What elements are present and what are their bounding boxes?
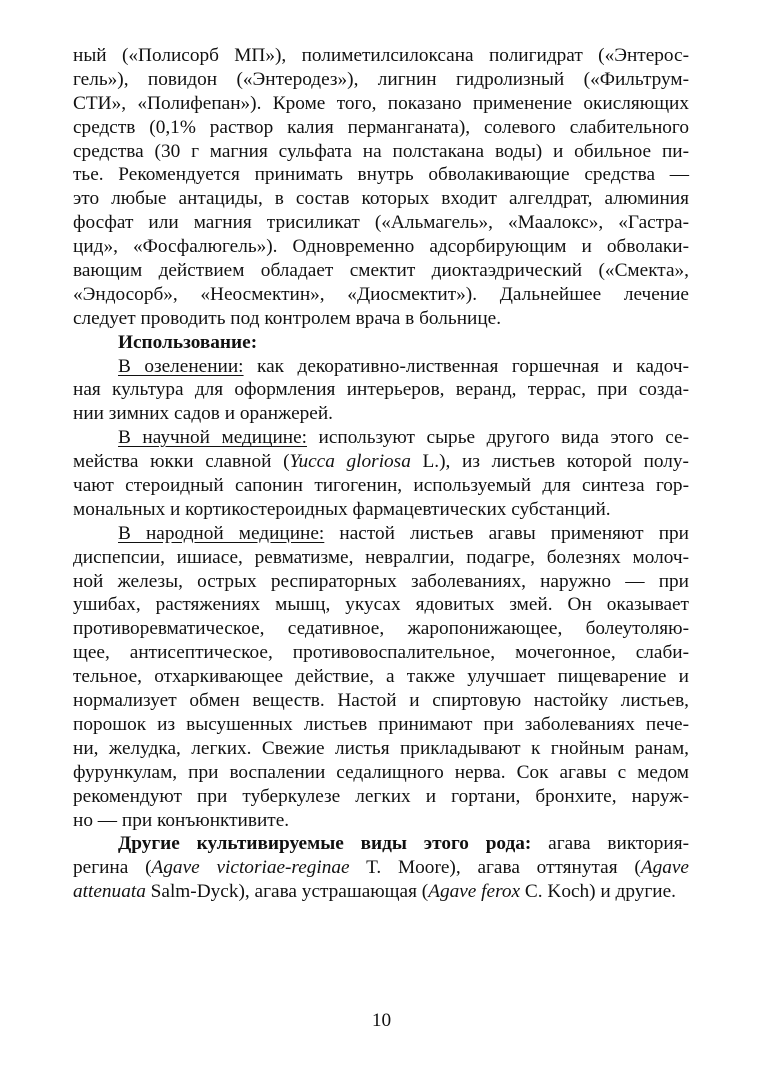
text-run: как декоративно-лиственная горшечная и кадоч- bbox=[243, 355, 689, 377]
latin-name: Agave ferox bbox=[428, 881, 521, 903]
subsection-label-scientific-medicine: В научной медицине: bbox=[118, 427, 307, 449]
text-line: рекомендуют при туберкулезе легких и гортани, бронхите, наруж- bbox=[73, 785, 689, 807]
text-line: следует проводить под контролем врача в больнице. bbox=[73, 307, 502, 329]
text-run: настой листьев агавы применяют при bbox=[324, 522, 689, 544]
text-run: агава виктория- bbox=[531, 833, 689, 855]
text-line bbox=[73, 355, 689, 379]
text-run: T. Moore), агава оттянутая ( bbox=[349, 857, 641, 879]
text-line bbox=[73, 426, 689, 450]
text-line: «Эндосорб», «Неосмектин», «Диосмектит»). Дальнейшее лечение bbox=[73, 283, 689, 305]
text-line: диспепсии, ишиасе, ревматизме, невралгии, подагре, болезнях молоч- bbox=[73, 546, 689, 568]
text-line: ушибах, растяжениях мышц, укусах ядовитых змей. Он оказывает bbox=[73, 594, 689, 616]
text-line: противоревматическое, седативное, жаропонижающее, болеутоляю- bbox=[73, 618, 689, 640]
text-line: ная культура для оформления интерьеров, веранд, террас, при созда- bbox=[73, 379, 689, 401]
text-line: СТИ», «Полифепан»). Кроме того, показано применение окисляющих bbox=[73, 92, 689, 114]
text-line: ни, желудка, легких. Свежие листья прикладывают к гнойным ранам, bbox=[73, 737, 689, 759]
subsection-label-landscaping: В озеленении: bbox=[118, 355, 244, 377]
page-number: 10 bbox=[371, 1010, 392, 1031]
latin-name: attenuata bbox=[73, 881, 146, 903]
text-line bbox=[73, 522, 689, 546]
section-heading-usage: Использование: bbox=[118, 331, 258, 353]
latin-name: Agave victoriae-reginae bbox=[151, 857, 350, 879]
paragraph-folk-medicine bbox=[73, 522, 689, 833]
text-run: L.), из листьев которой полу- bbox=[410, 451, 689, 473]
text-line bbox=[73, 880, 689, 904]
text-line: фурункулам, при воспалении седалищного нерва. Сок агавы с медом bbox=[73, 761, 689, 783]
paragraph-landscaping bbox=[73, 355, 689, 427]
text-run: мейства юкки славной ( bbox=[73, 451, 290, 473]
text-line: чают стероидный сапонин тигогенин, используемый для синтеза гор- bbox=[73, 475, 689, 497]
paragraph-treatment bbox=[73, 44, 689, 331]
paragraph-other-species bbox=[73, 832, 689, 904]
text-line: фосфат или магния трисиликат («Альмагель», «Маалокс», «Гастра- bbox=[73, 212, 689, 234]
text-line: мональных и кортикостероидных фармацевтических субстанций. bbox=[73, 498, 611, 520]
text-line: порошок из высушенных листьев принимают при заболеваниях пече- bbox=[73, 713, 689, 735]
text-line bbox=[73, 856, 689, 880]
text-run: регина ( bbox=[73, 857, 152, 879]
text-line: ный («Полисорб МП»), полиметилсилоксана полигидрат («Энтерос- bbox=[73, 45, 689, 66]
latin-name: Yucca gloriosa bbox=[289, 451, 411, 473]
text-line: нии зимних садов и оранжерей. bbox=[73, 403, 333, 425]
text-line: ной железы, острых респираторных заболеваниях, наружно — при bbox=[73, 570, 689, 592]
text-line: вающим действием обладает смектит диоктаэдрический («Смекта», bbox=[73, 260, 689, 282]
text-line: но — при конъюнктивите. bbox=[73, 809, 290, 831]
paragraph-scientific-medicine bbox=[73, 426, 689, 522]
text-line bbox=[73, 832, 689, 856]
text-line: нормализует обмен веществ. Настой и спиртовую настойку листьев, bbox=[73, 690, 689, 712]
subsection-label-folk-medicine: В народной медицине: bbox=[118, 522, 325, 544]
text-line: тье. Рекомендуется принимать внутрь обволакивающие средства — bbox=[73, 164, 689, 186]
text-line: средств (0,1% раствор калия перманганата), солевого слабительного bbox=[73, 116, 689, 138]
text-run: используют сырье другого вида этого се- bbox=[307, 427, 689, 449]
text-line bbox=[73, 450, 689, 474]
text-line: щее, антисептическое, противовоспалительное, мочегонное, слаби- bbox=[73, 642, 689, 664]
text-line: гель»), повидон («Энтеродез»), лигнин гидролизный («Фильтрум- bbox=[73, 68, 689, 90]
subsection-label-other-species: Другие культивируемые виды этого рода: bbox=[118, 833, 532, 855]
text-run: C. Koch) и другие. bbox=[520, 881, 677, 903]
page-body bbox=[73, 44, 689, 904]
text-line: цид», «Фосфалюгель»). Одновременно адсорбирующим и обволаки- bbox=[73, 236, 689, 258]
text-line: тельное, отхаркивающее действие, а также улучшает пищеварение и bbox=[73, 666, 689, 688]
text-line: средства (30 г магния сульфата на полстакана воды) и обильное пи- bbox=[73, 140, 689, 162]
text-run: Salm-Dyck), агава устрашающая ( bbox=[145, 881, 429, 903]
text-line: это любые антациды, в состав которых входит алгелдрат, алюминия bbox=[73, 188, 689, 210]
latin-name: Agave bbox=[640, 857, 689, 879]
